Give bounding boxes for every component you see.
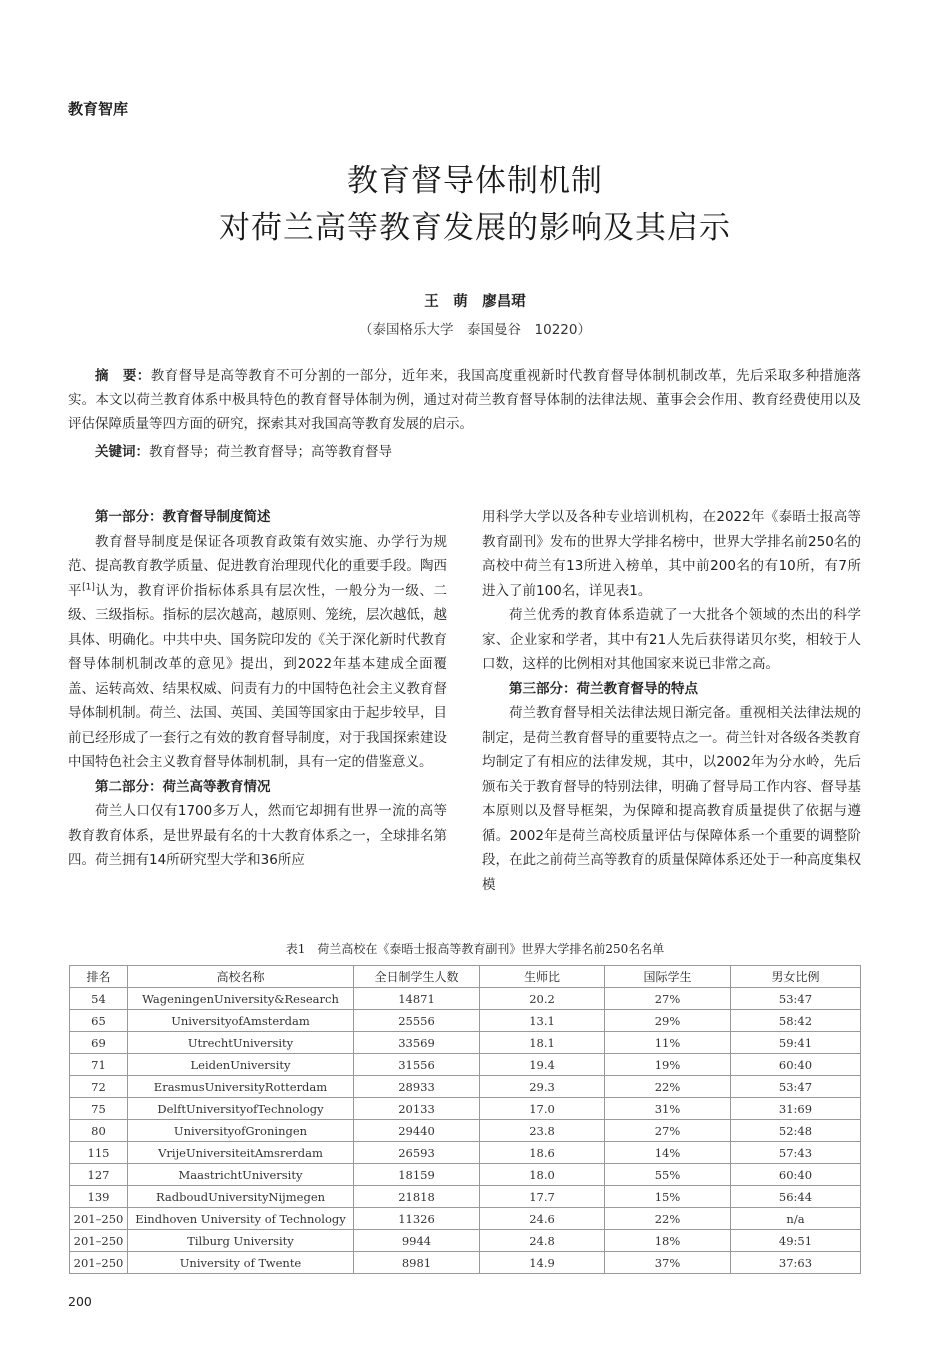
article-title-line-1: 教育督导体制机制 [347,163,603,199]
heading-part-1: 第一部分：教育督导制度简述 [95,509,271,525]
cell-gender: 59:41 [731,1032,861,1054]
cell-students: 18159 [354,1164,480,1186]
cell-gender: 49:51 [731,1230,861,1252]
paragraph-3: 荷兰优秀的教育体系造就了一大批各个领域的杰出的科学家、企业家和学者，其中有21人先后获得诺贝尔奖，相较于人口数，这样的比例相对其他国家来说已非常之高。 [482,607,861,672]
cell-international: 27% [605,1120,731,1142]
cell-school: MaastrichtUniversity [128,1164,354,1186]
cell-rank: 72 [70,1076,128,1098]
cell-ratio: 23.8 [480,1120,605,1142]
table-row [70,1186,861,1208]
cell-international: 19% [605,1054,731,1076]
cell-school: UniversityofAmsterdam [128,1010,354,1032]
header-students: 全日制学生人数 [354,966,480,988]
cell-students: 25556 [354,1010,480,1032]
cell-ratio: 24.8 [480,1230,605,1252]
cell-gender: 31:69 [731,1098,861,1120]
cell-rank: 65 [70,1010,128,1032]
cell-international: 37% [605,1252,731,1274]
cell-international: 55% [605,1164,731,1186]
cell-rank: 75 [70,1098,128,1120]
cell-students: 11326 [354,1208,480,1230]
cell-gender: 56:44 [731,1186,861,1208]
table-header-row [70,966,861,988]
cell-ratio: 18.0 [480,1164,605,1186]
cell-rank: 69 [70,1032,128,1054]
cell-gender: 58:42 [731,1010,861,1032]
keywords-text: 教育督导；荷兰教育督导；高等教育督导 [149,444,392,460]
cell-gender: 60:40 [731,1164,861,1186]
cell-students: 9944 [354,1230,480,1252]
cell-international: 22% [605,1076,731,1098]
cell-students: 26593 [354,1142,480,1164]
citation-1: [1] [82,582,95,592]
abstract-label: 摘 要： [95,368,151,384]
cell-rank: 201–250 [70,1230,128,1252]
cell-gender: 52:48 [731,1120,861,1142]
cell-ratio: 24.6 [480,1208,605,1230]
table-row [70,988,861,1010]
cell-international: 18% [605,1230,731,1252]
cell-rank: 127 [70,1164,128,1186]
affiliation: （泰国格乐大学 泰国曼谷 10220） [359,322,591,338]
cell-school: ErasmusUniversityRotterdam [128,1076,354,1098]
keywords-label: 关键词： [95,444,149,460]
cell-ratio: 14.9 [480,1252,605,1274]
table-row [70,1252,861,1274]
paragraph-2: 荷兰人口仅有1700多万人，然而它却拥有世界一流的高等教育教育体系，是世界最有名的十大教育体系之一，全球排名第四。荷兰拥有14所研究型大学和36所应 [68,803,447,868]
paragraph-1 [68,530,447,775]
cell-students: 29440 [354,1120,480,1142]
cell-school: LeidenUniversity [128,1054,354,1076]
abstract-text: 教育督导是高等教育不可分割的一部分，近年来，我国高度重视新时代教育督导体制机制改革，先后采取多种措施落实。本文以荷兰教育体系中极具特色的教育督导体制为例，通过对荷兰教育督导体制的法律法规、董事会会作用、教育经费使用以及评估保障质量等四方面的研究，探索其对我国高等教育发展的启示。 [68,368,862,432]
table-row [70,1230,861,1252]
article-title-line-2: 对荷兰高等教育发展的影响及其启示 [219,210,731,246]
keywords [68,440,861,464]
cell-school: UtrechtUniversity [128,1032,354,1054]
cell-students: 21818 [354,1186,480,1208]
cell-ratio: 20.2 [480,988,605,1010]
paragraph-4: 荷兰教育督导相关法律法规日渐完备。重视相关法律法规的制定，是荷兰教育督导的重要特点之一。荷兰针对各级各类教育均制定了有相应的法律发规，其中，以2002年为分水岭，先后颁布关于教育督导的特别法律，明确了督导局工作内容、督导基本原则以及督导框架，为保障和提高教育质量提供了依据与遵循。2002年是荷兰高校质量评估与保障体系一个重要的调整阶段，在此之前荷兰高等教育的质量保障体系还处于一种高度集权模 [482,705,861,893]
cell-ratio: 17.0 [480,1098,605,1120]
cell-gender: 60:40 [731,1054,861,1076]
cell-rank: 71 [70,1054,128,1076]
cell-international: 31% [605,1098,731,1120]
cell-international: 15% [605,1186,731,1208]
cell-ratio: 29.3 [480,1076,605,1098]
table-row [70,1010,861,1032]
cell-ratio: 18.6 [480,1142,605,1164]
cell-school: UniversityofGroningen [128,1120,354,1142]
cell-international: 14% [605,1142,731,1164]
table-row [70,1208,861,1230]
table-body [70,988,861,1274]
cell-students: 20133 [354,1098,480,1120]
cell-ratio: 13.1 [480,1010,605,1032]
table-row [70,1120,861,1142]
cell-gender: 57:43 [731,1142,861,1164]
header-ratio: 生师比 [480,966,605,988]
cell-students: 14871 [354,988,480,1010]
cell-school: WageningenUniversity&Research [128,988,354,1010]
paragraph-1-b: 认为，教育评价指标体系具有层次性，一般分为一级、二级、三级指标。指标的层次越高，越原则、笼统，层次越低，越具体、明确化。中共中央、国务院印发的《关于深化新时代教育督导体制机制改革的意见》提出，到2022年基本建成全面覆盖、运转高效、结果权威、问责有力的中国特色社会主义教育督导体制机制。荷兰、法国、英国、美国等国家由于起步较早，目前已经形成了一套行之有效的教育督导制度，对于我国探索建设中国特色社会主义教育督导体制机制，具有一定的借鉴意义。 [68,582,448,770]
section-label: 教育智库 [68,100,129,118]
cell-students: 28933 [354,1076,480,1098]
cell-students: 8981 [354,1252,480,1274]
ranking-table [69,965,861,1274]
cell-ratio: 18.1 [480,1032,605,1054]
cell-international: 27% [605,988,731,1010]
cell-school: RadboudUniversityNijmegen [128,1186,354,1208]
cell-gender: 53:47 [731,1076,861,1098]
cell-ratio: 17.7 [480,1186,605,1208]
cell-rank: 54 [70,988,128,1010]
cell-gender: 37:63 [731,1252,861,1274]
cell-school: University of Twente [128,1252,354,1274]
cell-gender: n/a [731,1208,861,1230]
left-column [68,505,447,873]
header-gender: 男女比例 [731,966,861,988]
cell-rank: 201–250 [70,1208,128,1230]
paragraph-2-continued: 用科学大学以及各种专业培训机构，在2022年《泰晤士报高等教育副刊》发布的世界大学排名榜中，世界大学排名前250名的高校中荷兰有13所进入榜单，其中前200名的有10所，有7所进入了前100名，详见表1。 [482,509,861,599]
table-row [70,1076,861,1098]
cell-school: DelftUniversityofTechnology [128,1098,354,1120]
header-international: 国际学生 [605,966,731,988]
page-number: 200 [68,1294,92,1309]
cell-gender: 53:47 [731,988,861,1010]
table-row [70,1054,861,1076]
cell-international: 22% [605,1208,731,1230]
cell-international: 29% [605,1010,731,1032]
heading-part-3: 第三部分：荷兰教育督导的特点 [509,680,698,697]
cell-rank: 115 [70,1142,128,1164]
cell-school: Eindhoven University of Technology [128,1208,354,1230]
cell-ratio: 19.4 [480,1054,605,1076]
authors: 王 萌 廖昌珺 [424,294,526,310]
abstract [68,364,861,436]
cell-rank: 201–250 [70,1252,128,1274]
cell-rank: 139 [70,1186,128,1208]
cell-students: 33569 [354,1032,480,1054]
paragraph-1-a: 教育督导制度是保证各项教育政策有效实施、办学行为规范、提高教育教学质量、促进教育治理现代化的重要手段。陶西平 [68,533,447,599]
table-caption: 表1 荷兰高校在《泰晤士报高等教育副刊》世界大学排名前250名名单 [285,942,665,956]
header-rank: 排名 [70,966,128,988]
table-row [70,1142,861,1164]
cell-international: 11% [605,1032,731,1054]
table-row [70,1032,861,1054]
heading-part-2: 第二部分：荷兰高等教育情况 [95,778,271,795]
header-school: 高校名称 [128,966,354,988]
cell-students: 31556 [354,1054,480,1076]
table-row [70,1164,861,1186]
cell-rank: 80 [70,1120,128,1142]
table-row [70,1098,861,1120]
cell-school: Tilburg University [128,1230,354,1252]
cell-school: VrijeUniversiteitAmsrerdam [128,1142,354,1164]
right-column [482,505,861,897]
